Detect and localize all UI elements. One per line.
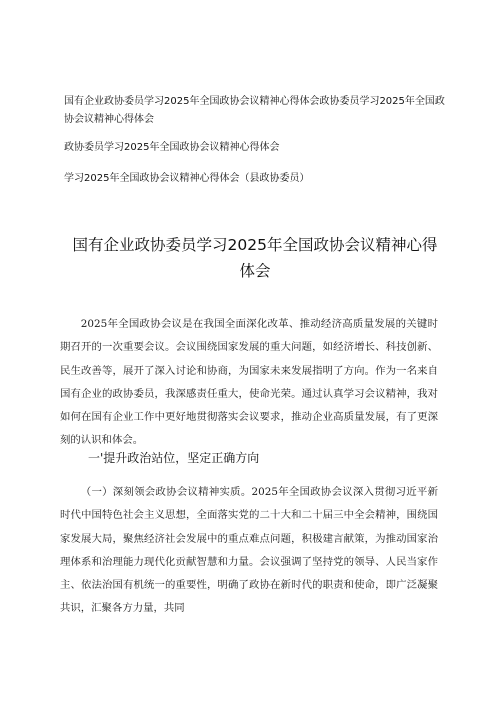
toc-entry-2[interactable]: 政协委员学习2025年全国政协会议精神心得体会 (64, 142, 280, 153)
body-paragraph: （一）深刻领会政协会议精神实质。2025年全国政协会议深入贯彻习近平新时代中国特色社会主义思想，全面落实党的二十大和二十届三中全会精神，围绕国家发展大局，聚焦经济社会发展中的重点难点问题，积极建言献策，为推动国家治理体系和治理能力现代化贡献智慧和力量。会议强调了坚持党的领导、人民当家作主、依法治国有机统一的重要性，明确了政协在新时代的职责和使命，即广泛凝聚共识，汇聚各方力量，共同 (60, 486, 438, 615)
intro-paragraph: 2025年全国政协会议是在我国全面深化改革、推动经济高质量发展的关键时期召开的一次重要会议。会议围绕国家发展的重大问题，如经济增长、科技创新、民生改善等，展开了深入讨论和协商，为国家未来发展指明了方向。作为一名来自国有企业的政协委员，我深感责任重大，使命光荣。通过认真学习会议精神，我对如何在国有企业工作中更好地贯彻落实会议要求，推动企业高质量发展，有了更深刻的认识和体会。 (60, 318, 438, 447)
toc-entry-3[interactable]: 学习2025年全国政协会议精神心得体会（县政协委员） (64, 173, 310, 184)
toc-entry-1[interactable]: 国有企业政协委员学习2025年全国政协会议精神心得体会政协委员学习2025年全国政协会议精神心得体会 (64, 96, 445, 125)
document-title: 国有企业政协委员学习2025年全国政协会议精神心得体会 (72, 236, 438, 280)
section-heading: 一'提升政治站位，坚定正确方向 (88, 451, 260, 465)
